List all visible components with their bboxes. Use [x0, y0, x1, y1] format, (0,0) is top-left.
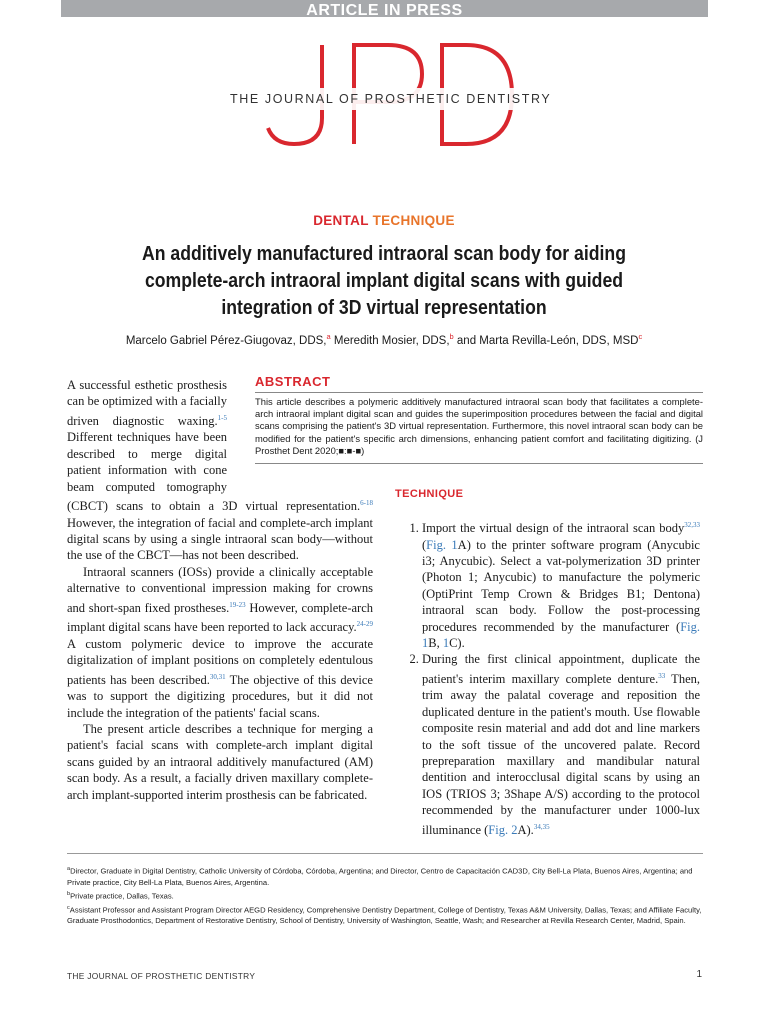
figure-link[interactable]: Fig. 2: [488, 822, 518, 837]
section-label-dental: DENTAL: [313, 213, 369, 228]
citation-link[interactable]: 30,31: [209, 672, 226, 681]
affiliation-footnotes: [67, 864, 703, 928]
citation-link[interactable]: 24-29: [356, 620, 373, 629]
intro-paragraph-2: Intraoral scanners (IOSs) provide a clinically acceptable alternative to conventional impression making for crowns and short-span fixed prostheses.$^{19-23}$ However, complete-arch implant digital scans have been reported to lack accuracy.$^{24-29}$ A custom polymeric device to improve the accurate digitalization of implant positions on completely edentulous patients has been described.$^{30,31}$ The objective of this device was to support the digitizing procedures, but it did not include the integration of the patients' facial scans.: [67, 564, 374, 720]
figure-link[interactable]: Fig. 1: [426, 537, 458, 552]
section-label-technique: TECHNIQUE: [372, 213, 455, 228]
intro-paragraph-1: A successful esthetic prosthesis can be optimized with a facially driven diagnostic waxing.$^{1-5}$ Different techniques have been described to merge digital patient information with cone beam computed tomography (CBCT) scans to obtain a 3D virtual representation.$^{6-18}$ However, the integration of facial and complete-arch implant digital scans by using a single intraoral scan body—without the use of the CBCT—has not been described.: [67, 378, 373, 563]
abstract-heading: ABSTRACT: [255, 374, 703, 393]
author-1: Marcelo Gabriel Pérez-Giugovaz, DDS,: [125, 334, 327, 347]
citation-link[interactable]: 32,33: [684, 521, 700, 529]
figure-link[interactable]: Fig. 1: [422, 619, 700, 650]
footnote-c: $^c$Assistant Professor and Assistant Program Director AEGD Residency, Comprehensive Dentistry Department, College of Dentistry, Texas A&M University, Dallas, Texas; and Affiliate Faculty, Graduate Prosthodontics, Department of Restorative Dentistry, School of Dentistry, University of Washington, Seattle, Wash; and Researcher at Revilla Research Center, Madrid, Spain.: [67, 904, 702, 926]
author-2: Meredith Mosier, DDS,: [330, 334, 450, 347]
footnote-b: $^b$Private practice, Dallas, Texas.: [67, 890, 174, 901]
figure-link[interactable]: 1: [442, 636, 450, 650]
technique-step-2: 2. During the first clinical appointment, duplicate the patient's interim maxillary complete denture.$^{33}$ Then, trim away the palatal coverage and reposition the duplicated denture in the patient's mouth. Use flowable composite resin material and add dot and line markers to the soft tissue of the uncovered palate. Record prepreparation maxillary and mandibular natural dentition and interocclusal digital scans by using an IOS (TRIOS 3; 3Shape A/S) according to the protocol recommended by the manufacturer under 1000-lux illuminance (Fig. 2A).$^{34,35}$: [422, 651, 700, 838]
abstract-text: This article describes a polymeric additively manufactured intraoral scan body that facilitates a complete-arch intraoral implant digital scan and guides the superimposition procedures between the facial and digital scans comprising the patient's 3D virtual representation. Furthermore, this novel intraoral scan body can be modified for the patient's specific arch dimensions, enhancing patient comfort and facilitating digitizing. (J Prosthet Dent 2020;■:■-■): [255, 396, 703, 464]
article-title: An additively manufactured intraoral scan body for aiding complete-arch intraoral implant digital scans with guided integration of 3D virtual representation: [142, 242, 626, 319]
footer-journal-name: THE JOURNAL OF PROSTHETIC DENTISTRY: [67, 971, 256, 981]
footnote-divider: [67, 853, 703, 854]
technique-steps: [402, 517, 700, 838]
journal-name: THE JOURNAL OF PROSTHETIC DENTISTRY: [230, 92, 552, 106]
intro-paragraph-3: The present article describes a technique for merging a patient's facial scans with complete-arch implant digital scans guided by an intraoral additively manufactured (AM) scan body. As a result, a facially driven maxillary complete-arch implant-supported interim prosthesis can be fabricated.: [67, 721, 373, 802]
footnote-a: $^a$Director, Graduate in Digital Dentistry, Catholic University of Córdoba, Córdoba, Argentina; and Director, Centro de Capacitación CAD3D, City Bell-La Plata, Buenos Aires, Argentina; and Private practice, City Bell-La Plata, Buenos Aires, Argentina.: [67, 866, 693, 887]
citation-link[interactable]: 19-23: [229, 600, 246, 609]
page-number: 1: [696, 969, 702, 980]
citation-link[interactable]: 34,35: [533, 822, 550, 831]
author-1-affiliation[interactable]: a: [326, 332, 331, 341]
author-3: and Marta Revilla-León, DDS, MSD: [453, 334, 639, 347]
article-in-press-banner: ARTICLE IN PRESS: [61, 0, 708, 17]
section-label: [0, 213, 768, 228]
citation-link[interactable]: 1-5: [217, 413, 227, 422]
abstract-box: [255, 374, 703, 464]
citation-link[interactable]: 33: [658, 671, 666, 680]
technique-heading: TECHNIQUE: [395, 488, 464, 500]
author-list: [40, 332, 728, 347]
technique-column: [402, 517, 700, 838]
technique-step-1: 1. Import the virtual design of the intraoral scan body$^{32,33}$ (Fig. 1A) to the printer software program (Anycubic i3; Anycubic). Select a vat-polymerization 3D printer (Photon 1; Anycubic) to manufacture the polymeric (OptiPrint Temp Crown & Bridges B1; Dentona) intraoral scan body. Follow the post-processing procedures recommended by the manufacturer (Fig. 1B, 1C).: [422, 517, 700, 651]
author-3-affiliation[interactable]: c: [638, 332, 643, 341]
author-2-affiliation[interactable]: b: [449, 332, 454, 341]
citation-link[interactable]: 6-18: [360, 499, 373, 507]
